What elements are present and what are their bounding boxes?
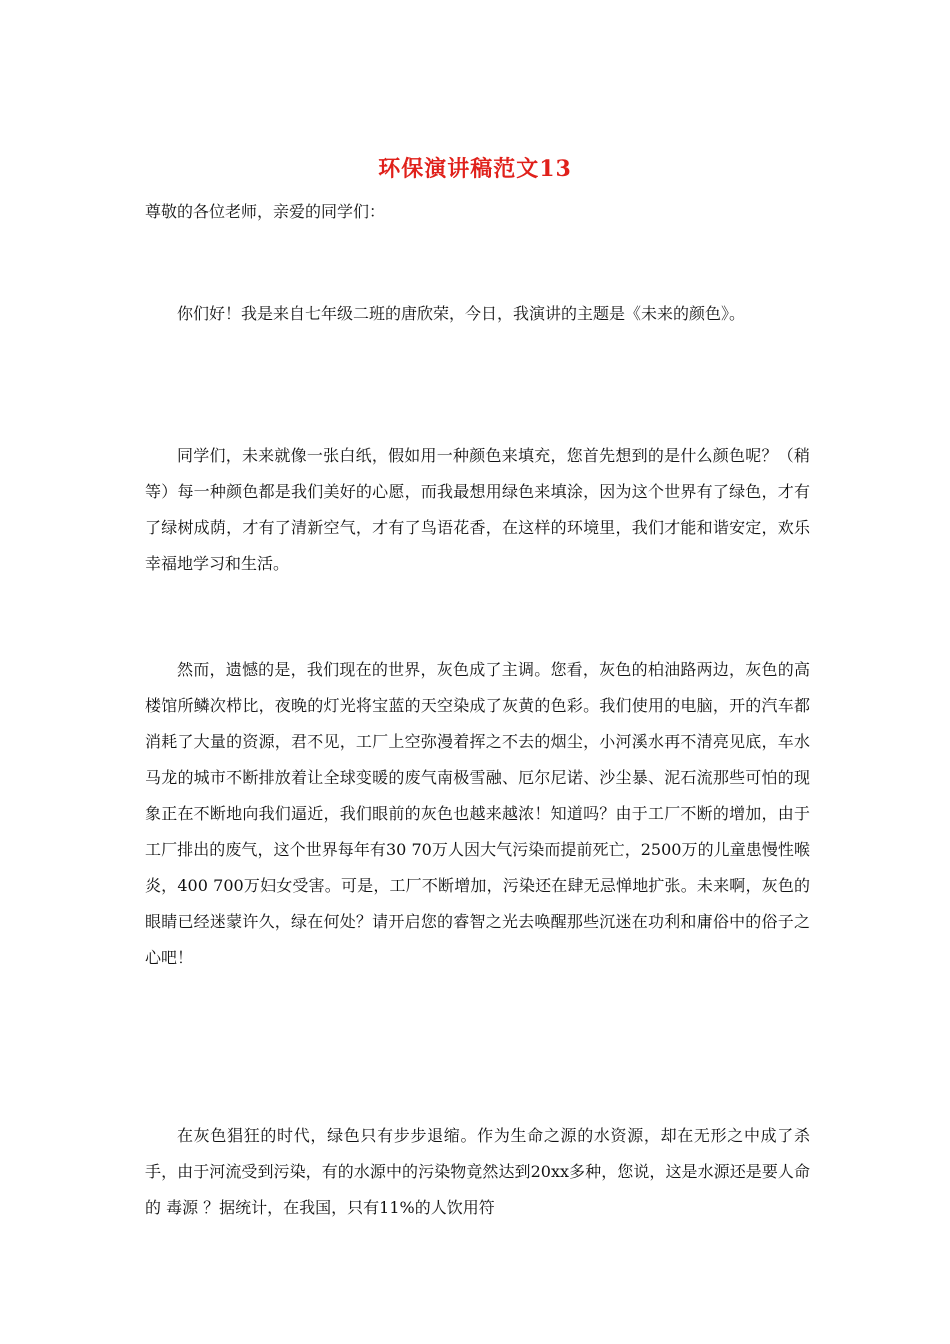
- paragraph-3: 然而，遗憾的是，我们现在的世界，灰色成了主调。您看，灰色的柏油路两边，灰色的高楼馆所鳞次栉比，夜晚的灯光将宝蓝的天空染成了灰黄的色彩。我们使用的电脑，开的汽车都消耗了大量的资源，君不见，工厂上空弥漫着挥之不去的烟尘，小河溪水再不清亮见底，车水马龙的城市不断排放着让全球变暖的废气南极雪融、厄尔尼诺、沙尘暴、泥石流那些可怕的现象正在不断地向我们逼近，我们眼前的灰色也越来越浓！知道吗？由于工厂不断的增加，由于工厂排出的废气，这个世界每年有30 70万人因大气污染而提前死亡，2500万的儿童患慢性喉炎，400 700万妇女受害。可是，工厂不断增加，污染还在肆无忌惮地扩张。未来啊，灰色的眼睛已经迷蒙许久，绿在何处？请开启您的睿智之光去唤醒那些沉迷在功利和庸俗中的俗子之心吧！: [145, 660, 810, 967]
- document-title: 环保演讲稿范文13: [378, 156, 572, 182]
- paragraph-2: 同学们，未来就像一张白纸，假如用一种颜色来填充，您首先想到的是什么颜色呢？（稍等）每一种颜色都是我们美好的心愿，而我最想用绿色来填涂，因为这个世界有了绿色，才有了绿树成荫，才有了清新空气，才有了鸟语花香，在这样的环境里，我们才能和谐安定，欢乐幸福地学习和生活。: [145, 446, 810, 573]
- paragraph-1: 你们好！我是来自七年级二班的唐欣荣，今日，我演讲的主题是《未来的颜色》。: [177, 304, 746, 323]
- paragraph-4: 在灰色猖狂的时代，绿色只有步步退缩。作为生命之源的水资源，却在无形之中成了杀手，由于河流受到污染，有的水源中的污染物竟然达到20xx多种，您说，这是水源还是要人命的 毒源 ？据统计，在我国，只有11%的人饮用符: [145, 1126, 810, 1217]
- salutation: 尊敬的各位老师，亲爱的同学们：: [145, 202, 386, 221]
